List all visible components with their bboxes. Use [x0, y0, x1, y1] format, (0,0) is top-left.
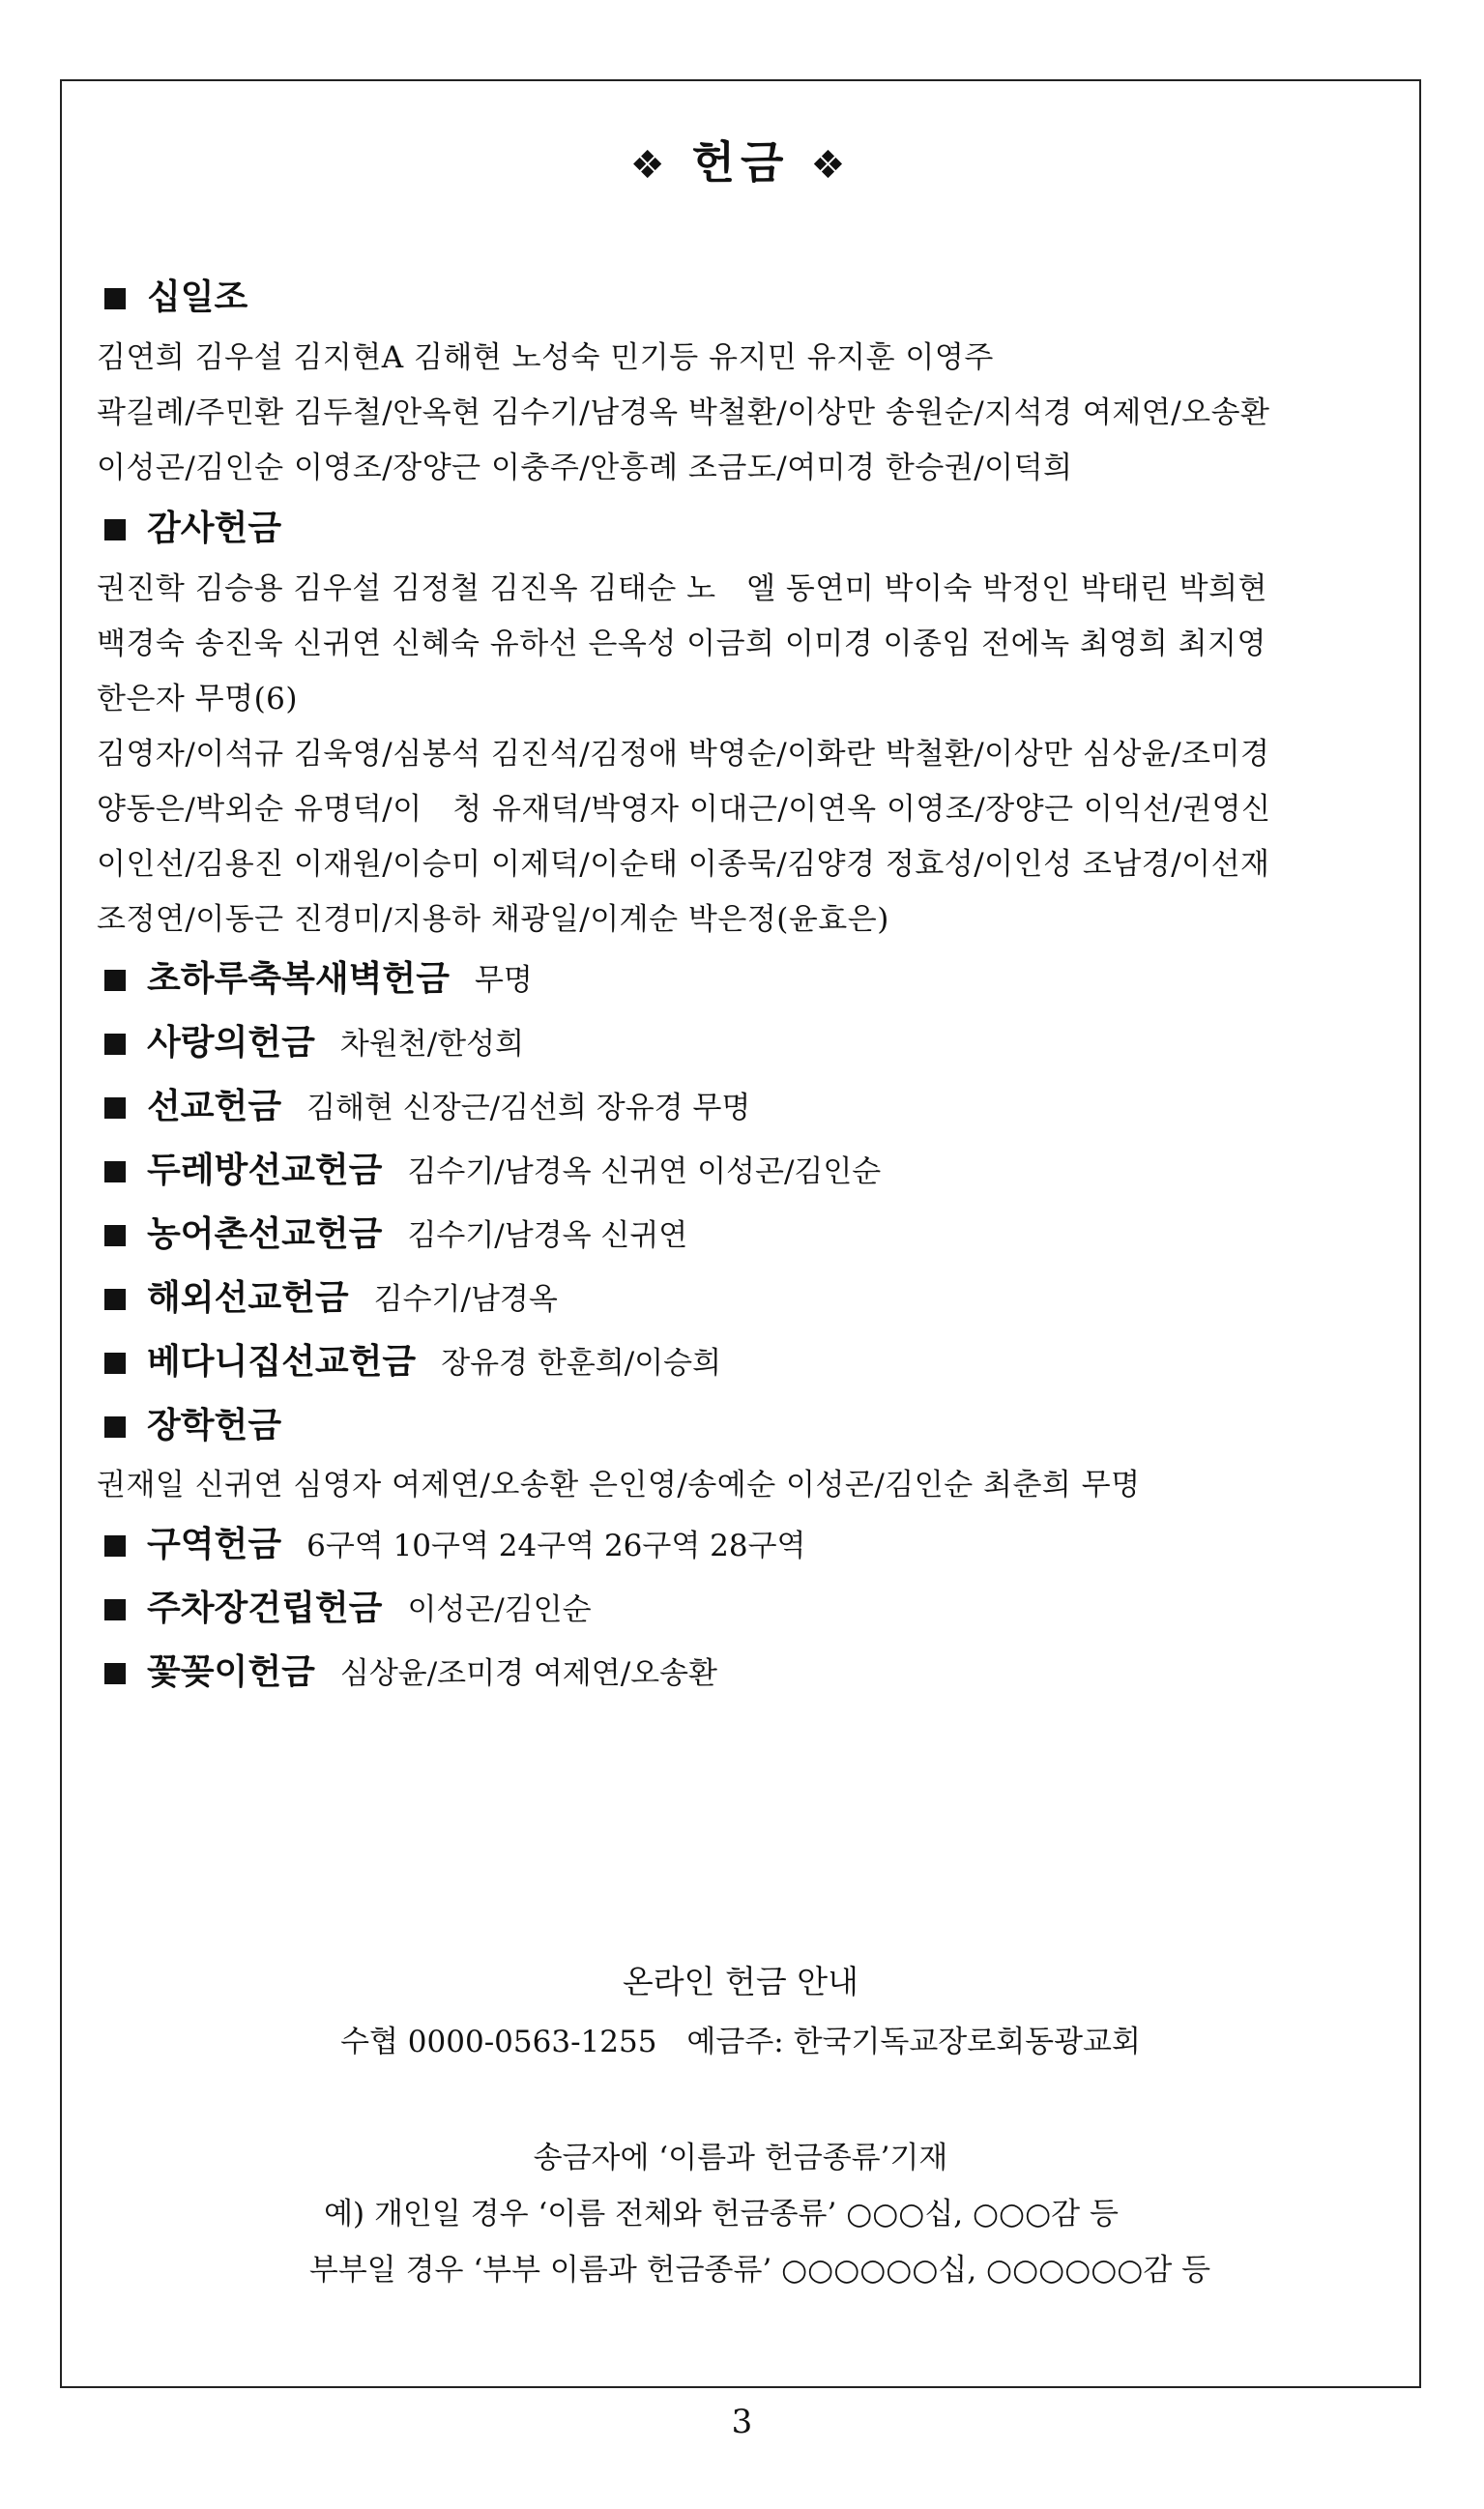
section-names: 이성곤/김인순	[407, 1592, 592, 1627]
section-heading: 두레방선교헌금	[147, 1151, 383, 1190]
diamond-ornament-icon: ❖	[629, 143, 671, 188]
square-bullet-icon	[104, 1225, 126, 1246]
section-names: 김수기/남경옥 신귀연 이성곤/김인순	[407, 1154, 882, 1189]
square-bullet-icon	[104, 1289, 126, 1310]
online-offering-info	[62, 1952, 1419, 2298]
page-title-text: 헌금	[691, 136, 790, 189]
section-heading: 베다니집선교헌금	[147, 1342, 417, 1382]
section-heading: 꽃꽂이헌금	[147, 1652, 315, 1692]
section-tithe	[97, 265, 1390, 331]
square-bullet-icon	[104, 1161, 126, 1182]
square-bullet-icon	[104, 1353, 126, 1374]
section-durebang	[97, 1139, 1390, 1203]
square-bullet-icon	[104, 1416, 126, 1438]
name-line: 곽길례/주민환 김두철/안옥현 김수기/남경옥 박철환/이상만 송원순/지석경 여제연/오송환	[97, 395, 1270, 430]
online-note-example: 예) 개인일 경우 ‘이름 전체와 헌금종류’ ○○○십, ○○○감 등	[324, 2197, 1119, 2232]
section-flowers	[97, 1641, 1390, 1705]
name-line: 조정연/이동근 진경미/지용하 채광일/이계순 박은정(윤효은)	[97, 902, 889, 937]
section-heading: 주차장건립헌금	[147, 1589, 383, 1628]
section-heading: 선교헌금	[147, 1087, 282, 1126]
section-names: 김수기/남경옥	[373, 1282, 558, 1317]
square-bullet-icon	[104, 970, 126, 991]
name-line: 백경숙 송진욱 신귀연 신혜숙 유하선 은옥성 이금희 이미경 이종임 전에녹 최영희 최지영	[97, 627, 1266, 661]
section-thanks	[97, 496, 1390, 562]
section-heading: 구역헌금	[147, 1525, 282, 1564]
page-number: 3	[731, 2403, 753, 2441]
diamond-ornament-icon: ❖	[810, 143, 852, 188]
page-frame	[60, 79, 1421, 2388]
bank-account: 수협 0000-0563-1255 예금주: 한국기독교장로회동광교회	[340, 2025, 1141, 2059]
name-line: 권진학 김승용 김우설 김정철 김진옥 김태순 노 엘 동연미 박이숙 박정인 박태린 박희현	[97, 571, 1268, 606]
section-names: 심상윤/조미경 여제연/오송환	[339, 1656, 717, 1691]
section-heading: 농어촌선교헌금	[147, 1214, 383, 1254]
name-line: 김영자/이석규 김욱영/심봉석 김진석/김정애 박영순/이화란 박철환/이상만 심상윤/조미경	[97, 737, 1270, 772]
section-heading: 초하루축복새벽헌금	[147, 959, 450, 999]
section-mission	[97, 1075, 1390, 1139]
square-bullet-icon	[104, 1034, 126, 1055]
square-bullet-icon	[104, 519, 126, 540]
name-line: 권재일 신귀연 심영자 여제연/오송환 은인영/송예순 이성곤/김인순 최춘희 무명	[97, 1468, 1141, 1502]
offering-list	[97, 265, 1390, 1705]
section-names: 김수기/남경옥 신귀연	[407, 1218, 688, 1253]
section-dawn	[97, 948, 1390, 1011]
name-line: 양동은/박외순 유명덕/이 청 유재덕/박영자 이대근/이연옥 이영조/장양근 이익선/권영신	[97, 792, 1271, 827]
section-heading: 감사헌금	[147, 509, 282, 548]
section-overseas	[97, 1267, 1390, 1330]
section-names: 장유경 한훈희/이승희	[441, 1346, 722, 1381]
square-bullet-icon	[104, 288, 126, 309]
section-heading: 해외선교헌금	[147, 1278, 349, 1318]
section-names: 6구역 10구역 24구역 26구역 28구역	[306, 1529, 806, 1563]
page-title	[62, 128, 1419, 191]
section-names: 차원천/한성희	[339, 1027, 525, 1062]
section-heading: 사랑의헌금	[147, 1023, 315, 1063]
online-title: 온라인 헌금 안내	[622, 1963, 859, 2000]
name-line: 한은자 무명(6)	[97, 682, 298, 716]
section-district	[97, 1513, 1390, 1577]
section-names: 무명	[474, 963, 533, 998]
online-note: 송금자에 ‘이름과 헌금종류’기재	[533, 2141, 948, 2175]
square-bullet-icon	[104, 1097, 126, 1119]
name-line: 이인선/김용진 이재원/이승미 이제덕/이순태 이종묵/김양경 정효성/이인성 조남경/이선재	[97, 847, 1270, 882]
square-bullet-icon	[104, 1599, 126, 1620]
section-bethany	[97, 1330, 1390, 1394]
section-scholarship	[97, 1394, 1390, 1458]
section-heading: 장학헌금	[147, 1406, 282, 1445]
square-bullet-icon	[104, 1535, 126, 1557]
online-note-example: 부부일 경우 ‘부부 이름과 헌금종류’ ○○○○○○십, ○○○○○○감 등	[308, 2253, 1211, 2288]
name-line: 김연희 김우설 김지현A 김해현 노성숙 민기등 유지민 유지훈 이영주	[97, 340, 994, 375]
section-heading: 십일조	[147, 277, 248, 317]
section-rural	[97, 1203, 1390, 1267]
section-love	[97, 1011, 1390, 1075]
square-bullet-icon	[104, 1663, 126, 1684]
section-parking	[97, 1577, 1390, 1641]
section-names: 김해현 신장근/김선희 장유경 무명	[306, 1091, 751, 1125]
name-line: 이성곤/김인순 이영조/장양근 이충주/안흥례 조금도/여미경 한승권/이덕희	[97, 451, 1073, 485]
